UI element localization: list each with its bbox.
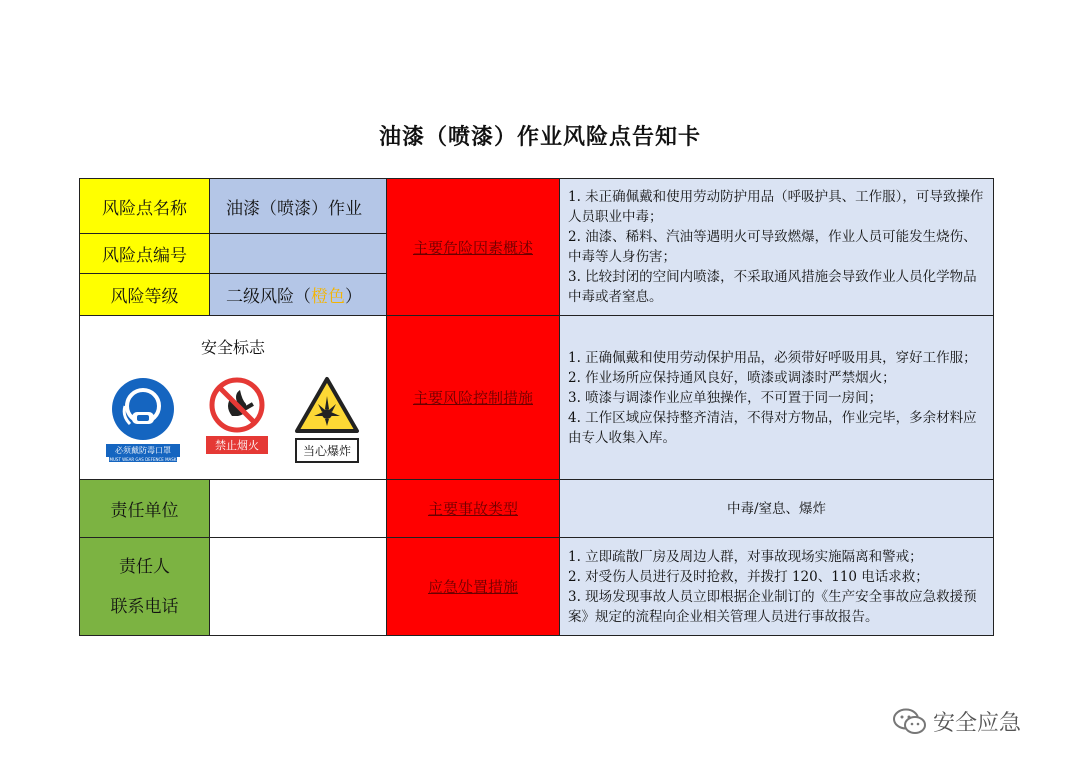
sign-gas-mask-sublabel: MUST WEAR GAS DEFENCE MASK (109, 456, 177, 462)
emergency-measures-text (560, 538, 994, 636)
hazard-item: 2. 油漆、稀料、汽油等遇明火可导致燃爆，作业人员可能发生烧伤、中毒等人身伤害； (568, 229, 977, 265)
risk-level-color: 橙色 (311, 287, 345, 307)
safety-signs-panel (80, 316, 387, 480)
page-title: 油漆（喷漆）作业风险点告知卡 (378, 124, 701, 150)
emergency-item: 1. 立即疏散厂房及周边人群，对事故现场实施隔离和警戒； (568, 548, 923, 565)
sign-explosion (294, 376, 360, 463)
risk-code-label: 风险点编号 (80, 234, 210, 274)
contact-value (210, 538, 387, 636)
sign-explosion-label: 当心爆炸 (295, 438, 359, 463)
hazard-summary-text (560, 179, 994, 316)
control-measures-text (560, 316, 994, 480)
responsible-unit-value (210, 480, 387, 538)
sign-gas-mask-label: 必须戴防毒口罩 (106, 444, 180, 457)
risk-level-label: 风险等级 (80, 274, 210, 316)
watermark-text: 安全应急 (933, 711, 1022, 736)
sign-no-fire (206, 376, 268, 454)
control-item: 4. 工作区域应保持整齐清洁，不得对方物品，作业完毕，多余材料应由专人收集入库。 (568, 409, 977, 446)
watermark (893, 706, 1021, 737)
risk-notice-card (79, 178, 994, 636)
emergency-measures-header: 应急处置措施 (387, 538, 560, 636)
emergency-item: 2. 对受伤人员进行及时抢救，并拨打 120、110 电话求救； (568, 568, 929, 585)
control-item: 1. 正确佩戴和使用劳动保护用品，必须带好呼吸用具，穿好工作服； (568, 349, 977, 366)
hazard-item: 1. 未正确佩戴和使用劳动防护用品（呼吸护具、工作服），可导致操作人员职业中毒； (568, 189, 984, 225)
explosion-warning-icon (294, 376, 360, 434)
safety-signs-title: 安全标志 (200, 337, 265, 357)
emergency-item: 3. 现场发现事故人员立即根据企业制订的《生产安全事故应急救援预案》规定的流程向企业相关管理人员进行事故报告。 (568, 588, 977, 625)
hazard-summary-header: 主要危险因素概述 (387, 179, 560, 316)
gas-mask-icon (110, 376, 176, 442)
control-item: 2. 作业场所应保持通风良好，喷漆或调漆时严禁烟火； (568, 369, 896, 386)
wechat-icon (893, 708, 927, 736)
control-item: 3. 喷漆与调漆作业应单独操作，不可置于同一房间； (568, 389, 883, 406)
contact-phone-label: 联系电话 (110, 596, 179, 617)
sign-gas-mask (106, 376, 180, 462)
sign-no-fire-label: 禁止烟火 (206, 436, 268, 454)
risk-code-value (210, 234, 387, 274)
no-fire-icon (208, 376, 266, 434)
hazard-item: 3. 比较封闭的空间内喷漆，不采取通风措施会导致作业人员化学物品中毒或者窒息。 (568, 269, 977, 305)
accident-types-header: 主要事故类型 (387, 480, 560, 538)
risk-name-label: 风险点名称 (80, 179, 210, 234)
risk-name-value: 油漆（喷漆）作业 (210, 179, 387, 234)
control-measures-header: 主要风险控制措施 (387, 316, 560, 480)
risk-level-value: 二级风险（橙色） (210, 274, 387, 316)
responsible-person-label: 责任人 (119, 556, 170, 577)
accident-types-value: 中毒/窒息、爆炸 (560, 480, 994, 538)
contact-label (80, 538, 210, 636)
responsible-unit-label: 责任单位 (80, 480, 210, 538)
